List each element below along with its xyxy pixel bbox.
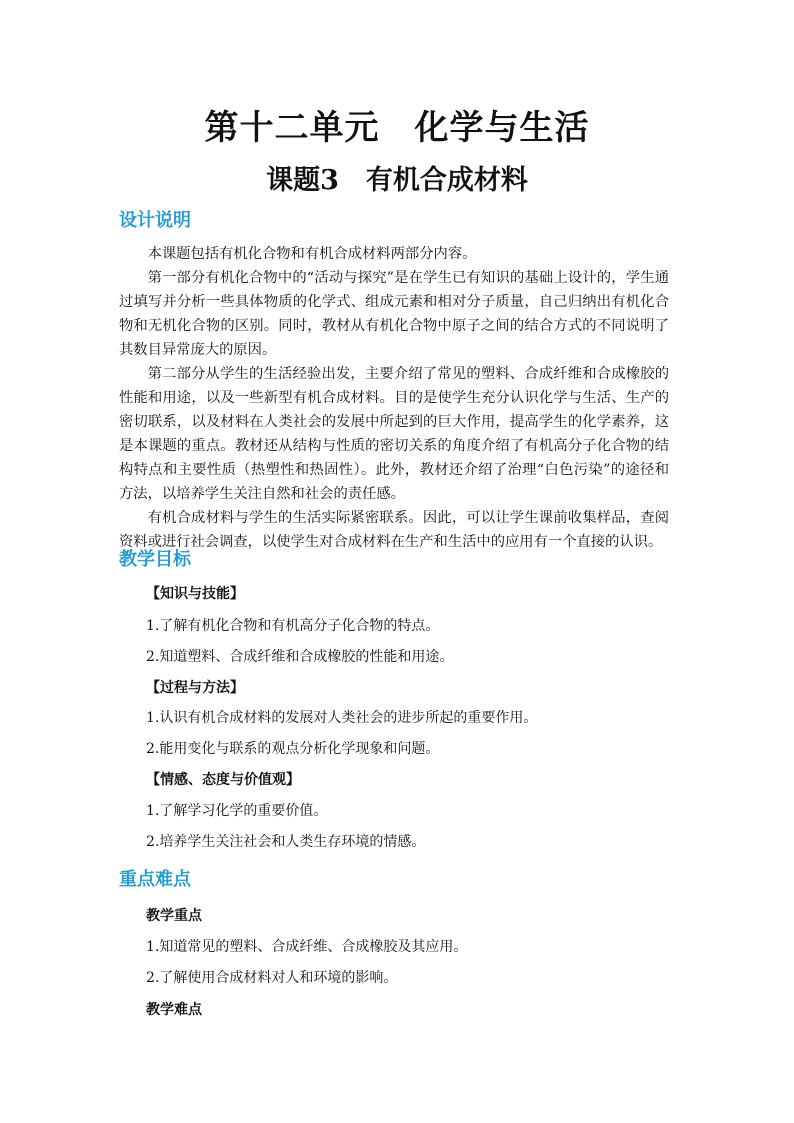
subheading-process: 【过程与方法】: [146, 680, 244, 696]
design-body: [119, 242, 669, 554]
objective-item: 2.培养学生关注社会和人类生存环境的情感。: [146, 834, 426, 850]
design-paragraph: 第二部分从学生的生活经验出发，主要介绍了常见的塑料、合成纤维和合成橡胶的性能和用途，以及一些新型有机合成材料。目的是使学生充分认识化学与生活、生产的密切联系，以及材料在人类社会的发展中所起到的巨大作用，提高学生的化学素养，这是本课题的重点。教材还从结构与性质的密切关系的角度介绍了有机高分子化合物的结构特点和主要性质（热塑性和热固性）。此外，教材还介绍了治理“白色污染”的途径和方法，以培养学生关注自然和社会的责任感。: [119, 366, 669, 502]
design-paragraph: 本课题包括有机化合物和有机合成材料两部分内容。: [147, 246, 477, 262]
design-paragraph: 第一部分有机化合物中的“活动与探究”是在学生已有知识的基础上设计的，学生通过填写并分析一些具体物质的化学式、组成元素和相对分子质量，自己归纳出有机化合物和无机化合物的区别。同时，教材从有机化合物中原子之间的结合方式的不同说明了其数目异常庞大的原因。: [119, 270, 669, 358]
section-heading-keypoints: 重点难点: [119, 869, 191, 890]
subheading-focus: 教学重点: [146, 908, 202, 924]
section-heading-design: 设计说明: [119, 210, 191, 231]
keypoint-item: 2.了解使用合成材料对人和环境的影响。: [146, 970, 398, 986]
unit-title: 第十二单元 化学与生活: [204, 108, 590, 148]
lesson-title: 课题3 有机合成材料: [266, 165, 528, 196]
subheading-difficulty: 教学难点: [146, 1002, 202, 1018]
subheading-emotion: 【情感、态度与价值观】: [146, 772, 300, 788]
keypoint-item: 1.知道常见的塑料、合成纤维、合成橡胶及其应用。: [146, 939, 468, 955]
objective-item: 2.能用变化与联系的观点分析化学现象和问题。: [146, 741, 440, 757]
objective-item: 1.认识有机合成材料的发展对人类社会的进步所起的重要作用。: [146, 710, 538, 726]
objective-item: 2.知道塑料、合成纤维和合成橡胶的性能和用途。: [146, 649, 454, 665]
subheading-knowledge: 【知识与技能】: [146, 586, 244, 602]
section-heading-objectives: 教学目标: [119, 549, 191, 570]
objective-item: 1.了解学习化学的重要价值。: [146, 803, 328, 819]
objective-item: 1.了解有机化合物和有机高分子化合物的特点。: [146, 618, 440, 634]
design-paragraph: 有机合成材料与学生的生活实际紧密联系。因此，可以让学生课前收集样品，查阅资料或进行社会调查，以使学生对合成材料在生产和生活中的应用有一个直接的认识。: [119, 510, 669, 550]
